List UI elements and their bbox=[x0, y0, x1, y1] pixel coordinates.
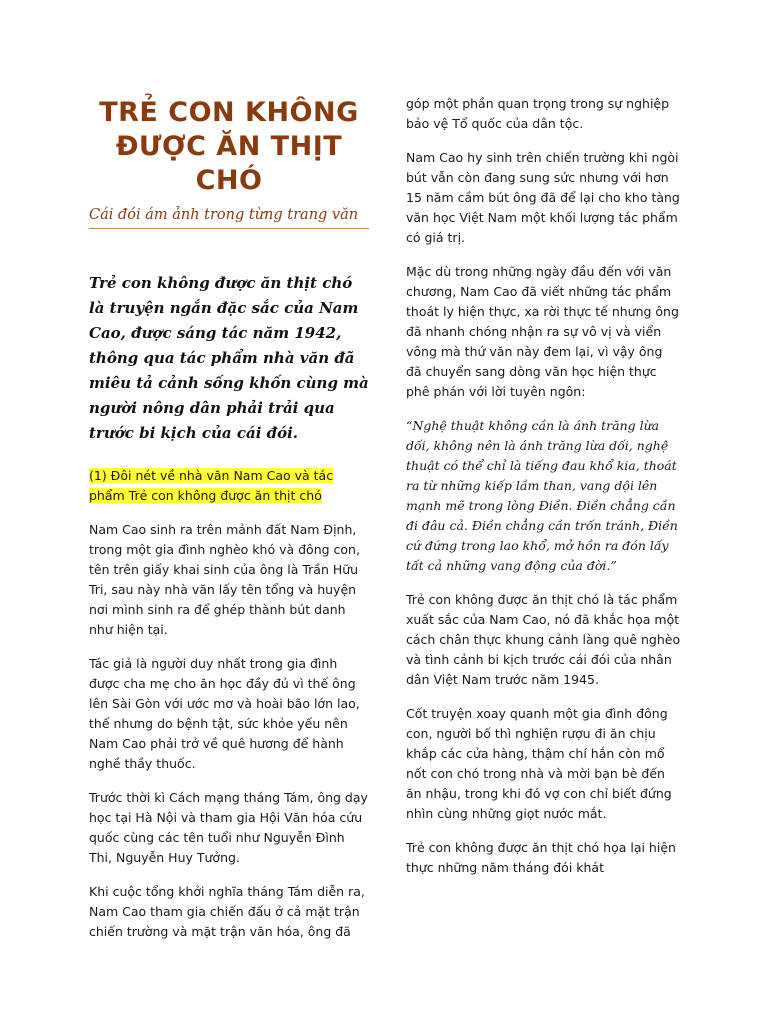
body-paragraph: Cốt truyện xoay quanh một gia đình đông con, người bố thì nghiện rượu đi ăn chịu khắp các cửa hàng, thậm chí hắn còn mổ nốt con chó trong nhà và mời bạn bè đến ăn nhậu, trong khi đó vợ con chỉ biết đứng nhìn cùng những giọt nước mắt. bbox=[406, 706, 672, 821]
body-paragraph: Khi cuộc tổng khởi nghĩa tháng Tám diễn ra, Nam Cao tham gia chiến đấu ở cả mặt trận chiến trường và mặt trận văn hóa, ông đã bbox=[89, 884, 365, 939]
left-column bbox=[89, 0, 369, 942]
body-paragraph: Nam Cao hy sinh trên chiến trường khi ngòi bút vẫn còn đang sung sức nhưng với hơn 15 năm cầm bút ông đã để lại cho kho tàng văn học Việt Nam một khối lượng tác phẩm có giá trị. bbox=[406, 150, 680, 245]
section-heading bbox=[89, 466, 369, 506]
body-paragraph: góp một phần quan trọng trong sự nghiệp bảo vệ Tổ quốc của dân tộc. bbox=[406, 96, 670, 131]
body-paragraph: Mặc dù trong những ngày đầu đến với văn chương, Nam Cao đã viết những tác phẩm thoát ly hiện thực, xa rời thực tế nhưng ông đã nhanh chóng nhận ra sự vô vị và viển vông mà thứ văn này đem lại, vì vậy ông đã chuyển sang dòng văn học hiện thực phê phán với lời tuyên ngôn: bbox=[406, 264, 679, 399]
body-paragraph: Trẻ con không được ăn thịt chó họa lại hiện thực những năm tháng đói khát bbox=[406, 840, 676, 875]
body-paragraph: Trẻ con không được ăn thịt chó là tác phẩm xuất sắc của Nam Cao, nó đã khắc họa một cách chân thực khung cảnh làng quê nghèo và tình cảnh bi kịch trước cái đói của nhân dân Việt Nam trước năm 1945. bbox=[406, 592, 681, 687]
lead-paragraph: Trẻ con không được ăn thịt chó là truyện ngắn đặc sắc của Nam Cao, được sáng tác năm 1942, thông qua tác phẩm nhà văn đã miêu tả cảnh sống khốn cùng mà người nông dân phải trải qua trước bi kịch của cái đói. bbox=[89, 274, 369, 442]
right-column bbox=[406, 0, 681, 878]
article-subtitle: Cái đói ám ảnh trong từng trang văn bbox=[89, 206, 369, 229]
body-paragraph: Tác giả là người duy nhất trong gia đình được cha mẹ cho ăn học đầy đủ vì thế ông lên Sài Gòn với ước mơ và hoài bão lớn lao, thế nhưng do bệnh tật, sức khỏe yếu nên Nam Cao phải trở về quê hương để hành nghề thầy thuốc. bbox=[89, 656, 360, 771]
body-paragraph: Trước thời kì Cách mạng tháng Tám, ông dạy học tại Hà Nội và tham gia Hội Văn hóa cứu quốc cùng các tên tuổi như Nguyễn Đình Thi, Nguyễn Huy Tưởng. bbox=[89, 790, 368, 865]
manifesto-quote: “Nghệ thuật không cần là ánh trăng lừa dối, không nên là ánh trăng lừa dối, nghệ thuật có thể chỉ là tiếng đau khổ kia, thoát ra từ những kiếp lầm than, vang dội lên mạnh mẽ trong lòng Điền. Điền chẳng cần đi đâu cả. Điền chẳng cần trốn tránh, Điền cứ đứng trong lao khổ, mở hồn ra đón lấy tất cả những vang động của đời.” bbox=[406, 418, 678, 573]
article-title: TRẺ CON KHÔNG ĐƯỢC ĂN THỊT CHÓ bbox=[99, 97, 359, 196]
body-paragraph: Nam Cao sinh ra trên mảnh đất Nam Định, trong một gia đình nghèo khó và đông con, tên trên giấy khai sinh của ông là Trần Hữu Tri, sau này nhà văn lấy tên tổng và huyện nơi mình sinh ra để ghép thành bút danh như hiện tại. bbox=[89, 522, 360, 637]
highlighted-heading-text: (1) Đôi nét về nhà văn Nam Cao và tác phẩm Trẻ con không được ăn thịt chó bbox=[89, 468, 334, 503]
